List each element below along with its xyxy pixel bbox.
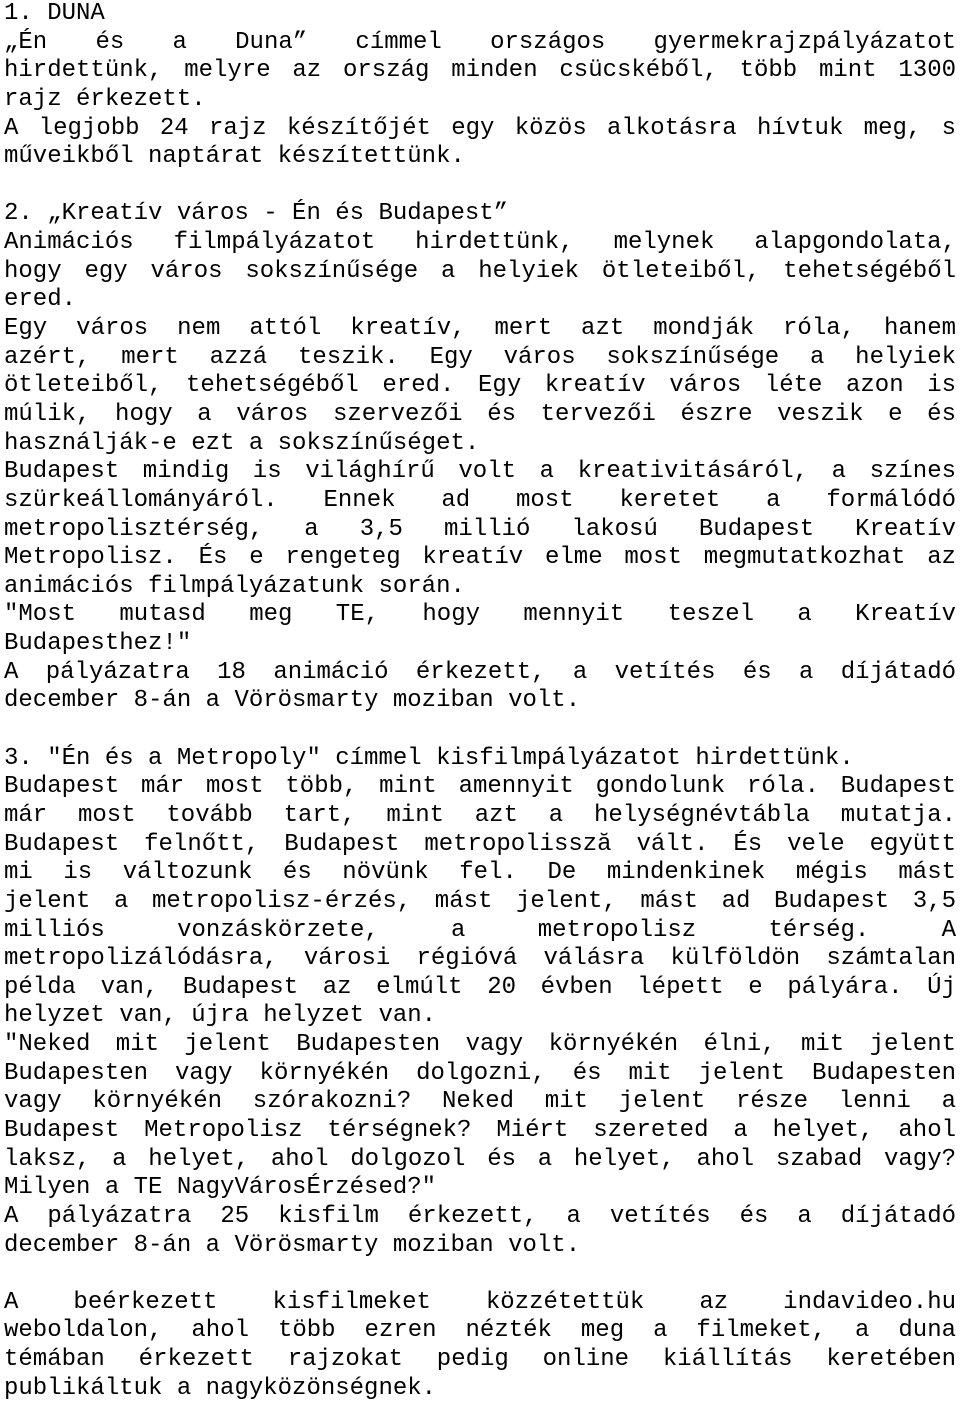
- text-line: milliós vonzáskörzete, a metropolisz térség. A: [4, 916, 956, 944]
- document-page: [4, 0, 956, 1403]
- text-line: A beérkezett kisfilmeket közzétettük az indavideo.hu: [4, 1288, 956, 1316]
- text-line: metropolizálódásra, városi régióvá válásra külföldön számtalan: [4, 945, 956, 973]
- text-line: A pályázatra 25 kisfilm érkezett, a vetítés és a díjátadó: [4, 1202, 956, 1230]
- blank-line: [4, 172, 956, 201]
- text-line: december 8-án a Vörösmarty moziban volt.: [4, 1231, 581, 1259]
- text-line: A legjobb 24 rajz készítőjét egy közös alkotásra hívtuk meg, s: [4, 114, 956, 142]
- text-line: weboldalon, ahol több ezren nézték meg a filmeket, a duna: [4, 1317, 956, 1345]
- text-line: már most tovább tart, mint azt a helységnévtábla mutatja.: [4, 801, 956, 829]
- text-line: Budapest mindig is világhírű volt a kreativitásáról, a színes: [4, 458, 956, 486]
- section-heading-line: 1. DUNA: [4, 0, 105, 27]
- text-line: "Most mutasd meg TE, hogy mennyit teszel a Kreatív: [4, 601, 956, 629]
- section-heading-line: 3. "Én és a Metropoly" címmel kisfilmpályázatot hirdettünk.: [4, 744, 854, 772]
- text-line: helyzet van, újra helyzet van.: [4, 1002, 437, 1030]
- text-line: vagy környékén szórakozni? Neked mit jelent része lenni a: [4, 1088, 956, 1116]
- text-line: ered.: [4, 286, 77, 314]
- text-line: Budapest felnőtt, Budapest metropolissză vált. És vele együtt: [4, 830, 956, 858]
- text-line: december 8-án a Vörösmarty moziban volt.: [4, 687, 581, 715]
- text-line: mi is változunk és növünk fel. De mindenkinek mégis mást: [4, 859, 956, 887]
- text-line: rajz érkezett.: [4, 85, 206, 113]
- text-line: Egy város nem attól kreatív, mert azt mondják róla, hanem: [4, 315, 956, 343]
- text-line: Budapesten vagy környékén dolgozni, és mit jelent Budapesten: [4, 1059, 956, 1087]
- text-line: "Neked mit jelent Budapesten vagy környékén élni, mit jelent: [4, 1031, 956, 1059]
- text-line: „Én és a Duna” címmel országos gyermekrajzpályázatot: [4, 28, 956, 56]
- text-line: Budapesthez!": [4, 630, 192, 658]
- text-line: ötleteiből, tehetségéből ered. Egy kreatív város léte azon is: [4, 372, 956, 400]
- text-line: laksz, a helyet, ahol dolgozol és a helyet, ahol szabad vagy?: [4, 1145, 956, 1173]
- text-line: A pályázatra 18 animáció érkezett, a vetítés és a díjátadó: [4, 658, 956, 686]
- blank-line: [4, 1260, 956, 1289]
- document-section: [4, 200, 956, 716]
- text-line: publikáltuk a nagyközönségnek.: [4, 1374, 437, 1402]
- text-line: Budapest Metropolisz térségnek? Miért szereted a helyet, ahol: [4, 1116, 956, 1144]
- text-line: animációs filmpályázatunk során.: [4, 572, 465, 600]
- text-line: hirdettünk, melyre az ország minden csücskéből, több mint 1300: [4, 57, 956, 85]
- blank-line: [4, 716, 956, 745]
- text-line: metropolisztérség, a 3,5 millió lakosú Budapest Kreatív: [4, 515, 956, 543]
- text-line: használják-e ezt a sokszínűséget.: [4, 429, 480, 457]
- text-line: példa van, Budapest az elmúlt 20 évben lépett e pályára. Új: [4, 973, 956, 1001]
- document-section: [4, 0, 956, 172]
- text-line: Milyen a TE NagyVárosÉrzésed?": [4, 1174, 437, 1202]
- text-line: szürkeállományáról. Ennek ad most keretet a formálódó: [4, 486, 956, 514]
- document-section: [4, 745, 956, 1261]
- text-line: azért, mert azzá teszik. Egy város sokszínűsége a helyiek: [4, 343, 956, 371]
- section-heading-line: 2. „Kreatív város - Én és Budapest”: [4, 200, 509, 228]
- text-line: műveikből naptárat készítettünk.: [4, 143, 465, 171]
- text-line: Metropolisz. És e rengeteg kreatív elme most megmutatkozhat az: [4, 544, 956, 572]
- text-line: Budapest már most több, mint amennyit gondolunk róla. Budapest: [4, 773, 956, 801]
- text-line: múlik, hogy a város szervezői és tervezői észre veszik e és: [4, 400, 956, 428]
- document-section: [4, 1289, 956, 1403]
- text-line: témában érkezett rajzokat pedig online kiállítás keretében: [4, 1346, 956, 1374]
- text-line: hogy egy város sokszínűsége a helyiek ötleteiből, tehetségéből: [4, 257, 956, 285]
- text-line: jelent a metropolisz-érzés, mást jelent, mást ad Budapest 3,5: [4, 887, 956, 915]
- text-line: Animációs filmpályázatot hirdettünk, melynek alapgondolata,: [4, 229, 956, 257]
